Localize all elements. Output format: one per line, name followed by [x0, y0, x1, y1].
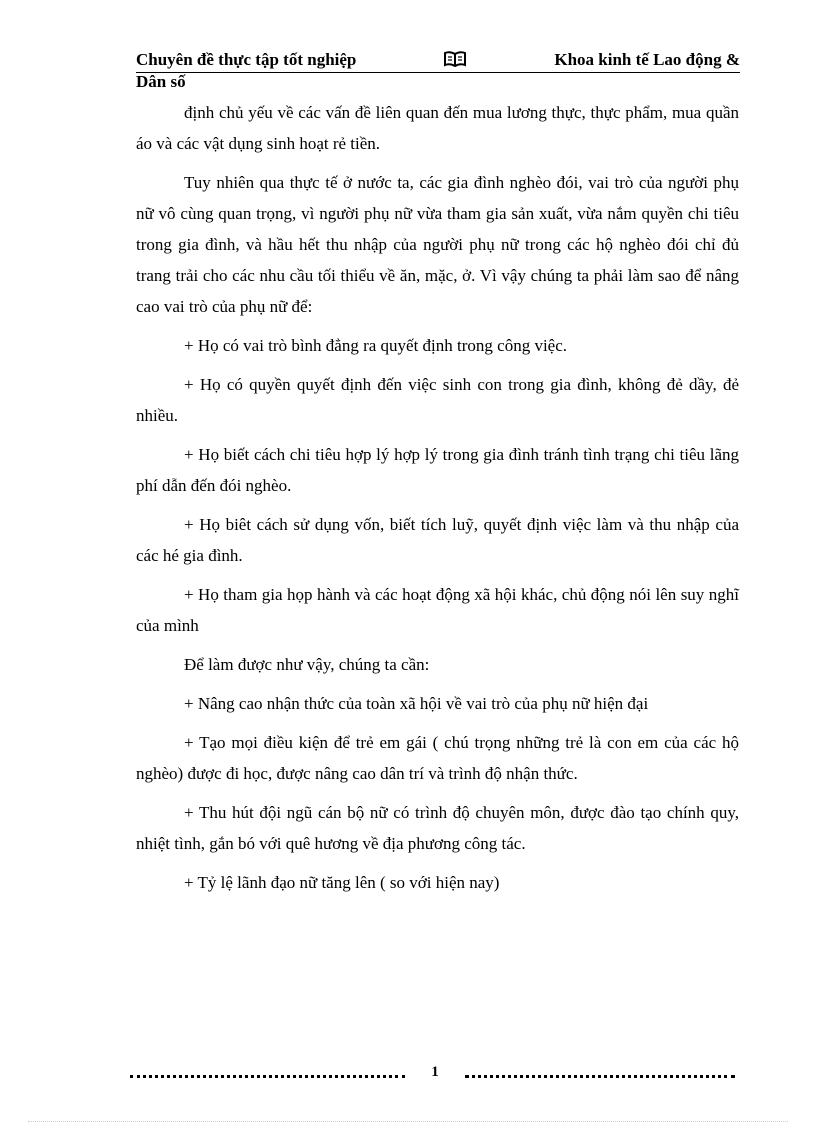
bullet-paragraph: + Họ có vai trò bình đẳng ra quyết định trong công việc.	[184, 336, 568, 355]
page-footer	[130, 1062, 740, 1082]
header-faculty: Khoa kinh tế Lao động &	[554, 50, 740, 69]
bullet-paragraph: + Họ biêt cách sử dụng vốn, biết tích luỹ, quyết định việc làm và thu nhập của các hé gia đình.	[136, 515, 739, 565]
bullet-paragraph: + Họ biết cách chi tiêu hợp lý hợp lý trong gia đình tránh tình trạng chi tiêu lãng phí dẫn đến đói nghèo.	[136, 445, 739, 495]
header-faculty-continuation: Dân số	[136, 72, 186, 91]
bullet-paragraph: + Tỷ lệ lãnh đạo nữ tăng lên ( so với hiện nay)	[184, 873, 500, 892]
header-rule	[136, 72, 740, 73]
page-number: 1	[431, 1063, 439, 1080]
bullet-paragraph: + Tạo mọi điều kiện để trẻ em gái ( chú trọng những trẻ là con em của các hộ nghèo) được đi học, được nâng cao dân trí và trình độ nhận thức.	[136, 733, 739, 783]
document-body	[136, 97, 739, 906]
page-header	[136, 49, 740, 93]
footer-dotted-rule-right	[465, 1075, 735, 1078]
paragraph: Để làm được như vậy, chúng ta cần:	[184, 655, 430, 674]
book-icon	[444, 51, 466, 67]
bullet-paragraph: + Thu hút đội ngũ cán bộ nữ có trình độ chuyên môn, được đào tạo chính quy, nhiệt tình, gắn bó với quê hương về địa phương công tác.	[136, 803, 739, 853]
bullet-paragraph: + Họ tham gia họp hành và các hoạt động xã hội khác, chủ động nói lên suy nghĩ của mình	[136, 585, 739, 635]
paragraph: định chủ yếu về các vấn đề liên quan đến mua lương thực, thực phẩm, mua quần áo và các vật dụng sinh hoạt rẻ tiền.	[136, 103, 739, 153]
bullet-paragraph: + Họ có quyền quyết định đến việc sinh con trong gia đình, không đẻ dầy, đẻ nhiều.	[136, 375, 739, 425]
page-bottom-edge	[28, 1121, 788, 1122]
paragraph: Tuy nhiên qua thực tế ở nước ta, các gia đình nghèo đói, vai trò của người phụ nữ vô cùng quan trọng, vì người phụ nữ vừa tham gia sản xuất, vừa nắm quyền chi tiêu trong gia đình, và hầu hết thu nhập của người phụ nữ trong các hộ nghèo đói chỉ đủ trang trải cho các nhu cầu tối thiểu về ăn, mặc, ở. Vì vậy chúng ta phải làm sao để nâng cao vai trò của phụ nữ để:	[136, 173, 739, 316]
header-thesis-title: Chuyên đề thực tập tốt nghiệp	[136, 50, 357, 69]
bullet-paragraph: + Nâng cao nhận thức của toàn xã hội về vai trò của phụ nữ hiện đại	[184, 694, 649, 713]
footer-dotted-rule-left	[130, 1075, 405, 1078]
